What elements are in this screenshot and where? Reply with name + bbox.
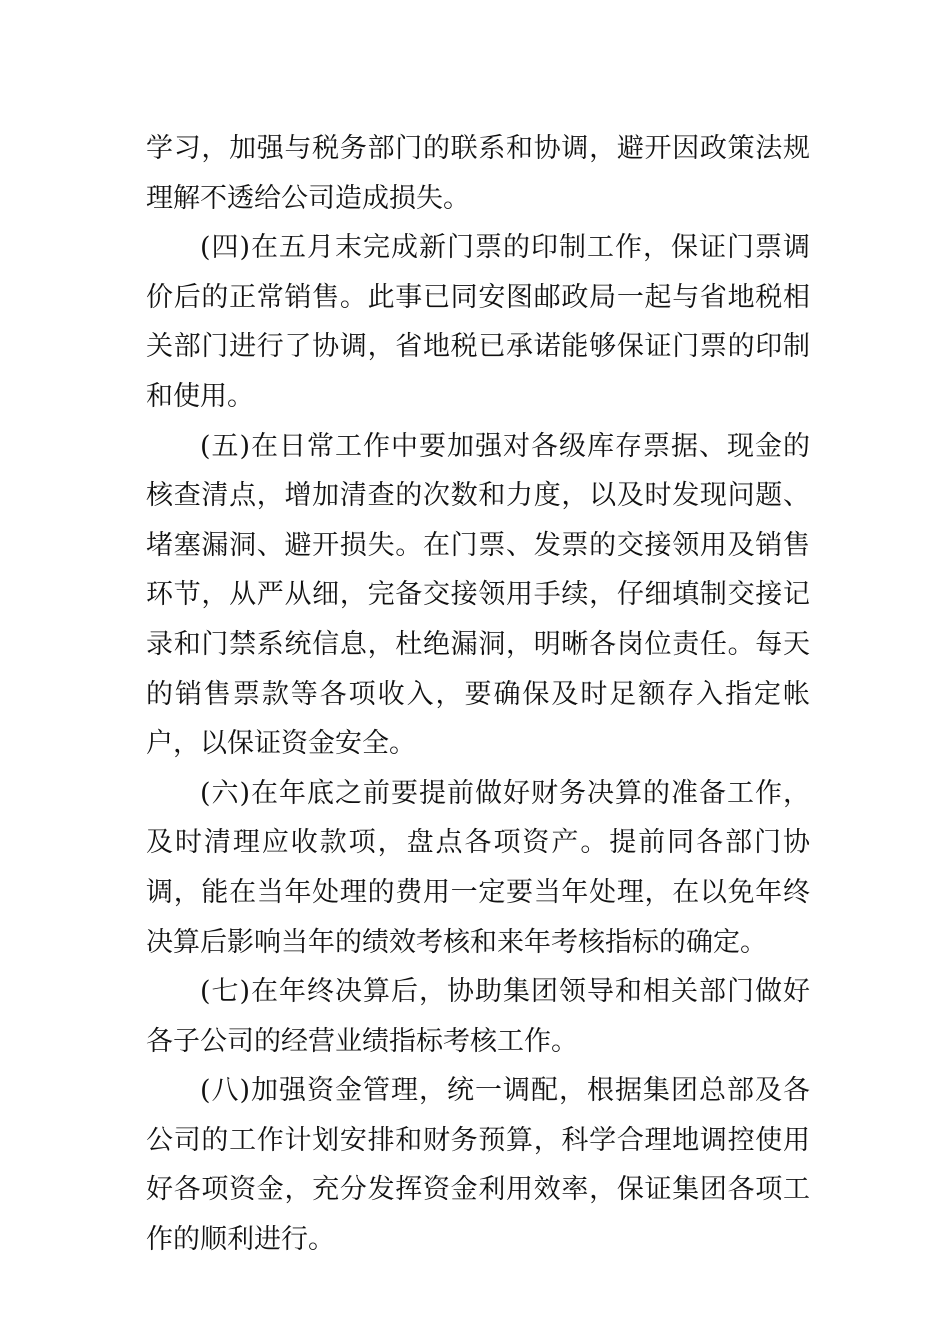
document-body [146, 124, 810, 1265]
paragraph-item-5: (五)在日常工作中要加强对各级库存票据、现金的核查清点，增加清查的次数和力度，以及时发现问题、堵塞漏洞、避开损失。在门票、发票的交接领用及销售环节，从严从细，完备交接领用手续，仔细填制交接记录和门禁系统信息，杜绝漏洞，明晰各岗位责任。每天的销售票款等各项收入，要确保及时足额存入指定帐户，以保证资金安全。 [146, 430, 810, 760]
paragraph-item-4: (四)在五月末完成新门票的印制工作，保证门票调价后的正常销售。此事已同安图邮政局一起与省地税相关部门进行了协调，省地税已承诺能够保证门票的印制和使用。 [146, 232, 810, 412]
paragraph-item-7: (七)在年终决算后，协助集团领导和相关部门做好各子公司的经营业绩指标考核工作。 [146, 976, 810, 1057]
paragraph-item-6: (六)在年底之前要提前做好财务决算的准备工作，及时清理应收款项，盘点各项资产。提前同各部门协调，能在当年处理的费用一定要当年处理，在以免年终决算后影响当年的绩效考核和来年考核指标的确定。 [146, 777, 810, 958]
paragraph-continuation: 学习，加强与税务部门的联系和协调，避开因政策法规理解不透给公司造成损失。 [146, 133, 810, 214]
paragraph-item-8: (八)加强资金管理，统一调配，根据集团总部及各公司的工作计划安排和财务预算，科学合理地调控使用好各项资金，充分发挥资金利用效率，保证集团各项工作的顺利进行。 [146, 1075, 810, 1256]
